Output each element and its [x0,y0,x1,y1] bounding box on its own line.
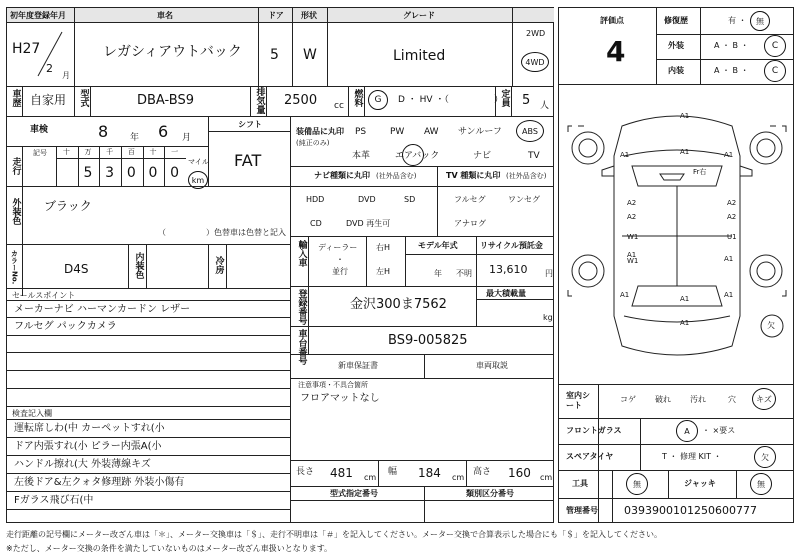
mileage-label: 走行 [10,157,21,175]
recycle-value: 13,610 [489,263,528,276]
registration-value: 金沢300ま7562 [350,297,447,312]
fuel-g: G [374,95,382,105]
footer-line-2: ※ただし、メーター交換の条件を満たしていないものはメーター改ざん車扱いとなります。 [6,544,333,553]
drive-4wd: 4WD [525,57,545,67]
score-label: 評価点 [600,16,624,25]
nav-cd: CD [310,219,322,228]
diag-a2-1: A2 [627,199,637,207]
repair-selected-circle [750,11,770,31]
repair-label: 修復歴 [664,16,688,25]
diag-a2-3: A2 [727,199,737,207]
import-dealer: ディーラー [318,243,358,252]
equip-ps: PS [355,127,367,137]
width-label: 幅 [388,467,398,477]
interior-color-label: 内装色 [133,252,144,279]
grade-value: Limited [393,48,446,64]
tv-oneseg: ワンセグ [508,195,540,204]
diag-w1-1: W1 [627,233,639,241]
inspection-year-unit: 年 [130,133,140,143]
car-name-label: 車名 [157,11,173,20]
color-no-value: D4S [64,262,89,276]
inspection-year: 8 [98,122,109,141]
notes-value: フロアマットなし [300,393,380,404]
color-no-label: カラーNo. [10,250,19,285]
import-label: 輸入車 [296,240,307,267]
mileage-digit-divider [78,146,79,186]
sheet-opt-tear: 破れ [655,395,671,404]
mileage-digit-divider [143,146,144,186]
nav-hdd: HDD [306,195,325,204]
equip-abs-circle [516,120,544,142]
diag-a1-back: A1 [680,319,690,327]
exterior-label: 外装 [668,41,684,50]
equip-airbag: エアバック [395,151,440,161]
nav-dvd-play: DVD 再生可 [346,219,391,228]
inspector-line-5: Fガラス飛び石(中 [14,495,94,506]
diag-a1-right: A1 [724,151,734,159]
registration-label: 登録番号 [296,289,307,325]
footer-line-1: 走行距離の記号欄にメーター改ざん車は「＊」、メーター交換車は「＄」、走行不明車は「＃」を記入してください。メーター交換で合算表示した場合にも「＄」を記入してください。 [6,530,662,539]
shift-value: FAT [234,151,262,170]
first-reg-month: 2 [46,62,53,75]
nav-sd: SD [404,195,416,204]
equipment-sub: (純正のみ) [296,139,330,147]
ac-label: 冷房 [213,256,224,274]
exterior-color-value: ブラック [44,199,92,213]
capacity-value: 5 [522,93,531,108]
sales-point-label: セールスポイント [12,291,76,300]
fuel-options: D ・ HV ・（ ） [398,95,503,105]
shape-label: 形状 [301,11,317,20]
mileage-digit-header: 一 [171,148,179,156]
diag-a1-qtr-r: A1 [724,291,734,299]
mileage-unit-mile: マイル [188,158,209,166]
spare-options: T ・ 修理 KIT ・ [662,452,722,461]
mileage-digit-header: 百 [127,148,135,156]
inspection-month-unit: 月 [182,133,192,143]
sheet-opt-dirt: 汚れ [690,395,706,404]
diag-w1-2: W1 [627,257,639,265]
diag-a1-rear-r: A1 [724,255,734,263]
first-reg-label: 初年度登録年月 [10,11,66,20]
equipment-label: 装備品に丸印 [296,127,344,136]
length-value: 481 [330,466,353,480]
usage-value: 自家用 [30,93,67,107]
model-year-unit: 年 [434,269,442,278]
usage-label: 車歴 [10,89,21,107]
mileage-digit-grid [56,146,186,186]
diag-a1-rear-l: A1 [627,251,637,259]
exterior-selected-circle [764,35,786,57]
displacement-unit: cc [334,101,344,111]
import-left: 左H [376,267,391,276]
equip-abs: ABS [522,126,538,136]
inspector-line-2: ドア内張すれ(小 ピラー内張A(小 [14,441,162,452]
length-label: 長さ [296,467,315,477]
sheet-selected: キズ [756,394,772,404]
exterior-color-label: 外装色 [10,198,21,225]
tv-sub: (社外品含む) [506,172,547,180]
displacement-label: 排気量 [254,87,265,114]
width-unit: cm [452,473,465,482]
capacity-unit: 人 [540,101,550,111]
exterior-color-note: （ ）色替車は色替と記入 [158,228,286,237]
interior-options: A ・ B ・ [714,66,749,75]
diag-a1-left: A1 [620,151,630,159]
max-load-label: 最大積載量 [486,289,526,298]
equip-navi: ナビ [473,151,492,161]
tv-label: TV 種類に丸印 [446,171,501,180]
mileage-digit-divider [99,146,100,186]
interior-selected: C [771,66,779,76]
first-reg-era: H27 [12,41,41,57]
import-right: 右H [376,243,391,252]
drive-4wd-circle [521,52,549,72]
equip-tv: TV [528,151,540,161]
diag-a1-qtr-l: A1 [620,291,630,299]
diag-a1-hood: A1 [680,148,690,156]
nav-dvd: DVD [358,195,376,204]
sales-point-line-2: フルセグ パックカメラ [14,321,117,332]
repair-selected: 無 [756,16,764,26]
width-value: 184 [418,466,441,480]
mileage-digit: 3 [105,165,115,181]
equip-aw: AW [424,127,439,137]
capacity-label: 定員 [499,89,510,107]
inspection-label: 車検 [30,125,49,135]
manual: 車両取説 [476,361,508,370]
windshield-selected-circle [676,420,698,442]
sheet-opt-hole: 穴 [728,395,736,404]
tv-fullseg: フルセグ [454,195,486,204]
diag-a1-trunk: A1 [680,295,690,303]
equip-sunroof: サンルーフ [458,127,502,137]
max-load-unit: kg [543,313,553,322]
car-name: レガシィアウトバック [103,44,242,60]
notes-label: 注意事項・不具合箇所 [298,381,368,389]
tools-selected: 無 [633,479,641,489]
recycle-unit: 円 [545,269,553,278]
spare-label: スペアタイヤ [566,452,614,461]
height-label: 高さ [473,467,492,477]
warranty: 新車保証書 [338,361,378,370]
interior-selected-circle [764,60,786,82]
height-value: 160 [508,466,531,480]
interior-sheet-label: 室内シート [566,391,590,411]
chassis-value: BS9-005825 [388,333,468,348]
mileage-digit-header: 千 [106,148,114,156]
exterior-selected: C [771,41,779,51]
exterior-options: A ・ B ・ [714,41,749,50]
equip-pw: PW [390,127,405,137]
model-year-unknown: 不明 [456,269,472,278]
mileage-digit-divider [164,146,165,186]
tv-analog: アナログ [454,219,486,228]
windshield-options: ・ ×要ス [702,426,736,435]
mileage-digit: 0 [148,165,158,181]
import-dot: ・ [336,255,344,264]
mileage-digit-header: 十 [62,148,70,156]
door-count: 5 [270,47,279,63]
sheet-opt-burn: コゲ [620,395,636,404]
windshield-selected: A [684,426,690,436]
drive-2wd: 2WD [526,29,546,38]
door-label: ドア [268,11,284,20]
spare-selected-circle [754,446,776,468]
inspector-line-3: ハンドル擦れ(大 外装薄線キズ [14,459,151,470]
inspection-month: 6 [158,122,169,141]
chassis-label: 車台番号 [296,329,307,365]
inspector-line-1: 運転席しわ(中 カーペットすれ(小 [14,423,165,434]
repair-options: 有 ・ [728,16,747,25]
inspector-line-4: 左後ドア&左クォタ修理跡 外装小傷有 [14,477,185,488]
management-value: 0393900101250600777 [624,504,757,517]
diag-a2-4: A2 [727,213,737,221]
jack-selected: 無 [757,479,765,489]
height-unit: cm [540,473,553,482]
car-diagram [562,96,792,376]
diag-a1-front: A1 [680,112,690,120]
interior-label: 内装 [668,66,684,75]
model-value: DBA-BS9 [137,93,194,108]
fuel-g-circle [368,90,388,110]
diag-fr-note: Fr右 [693,168,707,176]
recycle-label: リサイクル預託金 [480,241,543,250]
diag-mark-missing: 欠 [767,321,775,330]
spare-selected: 欠 [761,452,769,462]
nav-sub: (社外品含む) [376,172,417,180]
sheet-selected-circle [752,388,776,410]
sales-point-line-1: メーカーナビ ハーマンカードン レザー [14,304,191,315]
nav-label: ナビ種類に丸印 [314,171,370,180]
score-value: 4 [606,35,626,68]
grade-label: グレード [403,11,435,20]
diag-u1: U1 [727,233,737,241]
fuel-label: 燃料 [352,89,363,107]
equip-airbag-circle [402,144,424,166]
mileage-digit-header: 十 [149,148,157,156]
displacement-value: 2500 [284,93,318,108]
management-label: 管理番号 [566,506,598,515]
inspector-label: 検査記入欄 [12,409,52,418]
mileage-digit-divider [121,146,122,186]
mileage-note-label: 記号 [33,149,47,157]
windshield-label: フロントガラス [566,426,622,435]
model-label: 型式 [78,89,89,107]
mileage-digit-header: 万 [84,148,92,156]
mileage-unit-km: km [191,175,205,185]
equip-leather: 本革 [352,151,371,161]
tools-label: 工具 [572,479,588,488]
type-designation-label: 型式指定番号 [330,489,378,498]
body-shape: W [303,47,317,63]
jack-selected-circle [750,473,772,495]
mileage-digit: 0 [170,165,180,181]
mileage-digit: 0 [126,165,136,181]
first-reg-month-unit: 月 [62,71,70,80]
model-year-label: モデル年式 [418,241,458,250]
import-parallel: 並行 [332,267,348,276]
class-number-label: 類別区分番号 [466,489,514,498]
shift-label: シフト [238,120,262,129]
mileage-digit: 5 [83,165,93,181]
length-unit: cm [364,473,377,482]
tools-selected-circle [626,473,648,495]
diag-a2-2: A2 [627,213,637,221]
jack-label: ジャッキ [684,479,716,488]
